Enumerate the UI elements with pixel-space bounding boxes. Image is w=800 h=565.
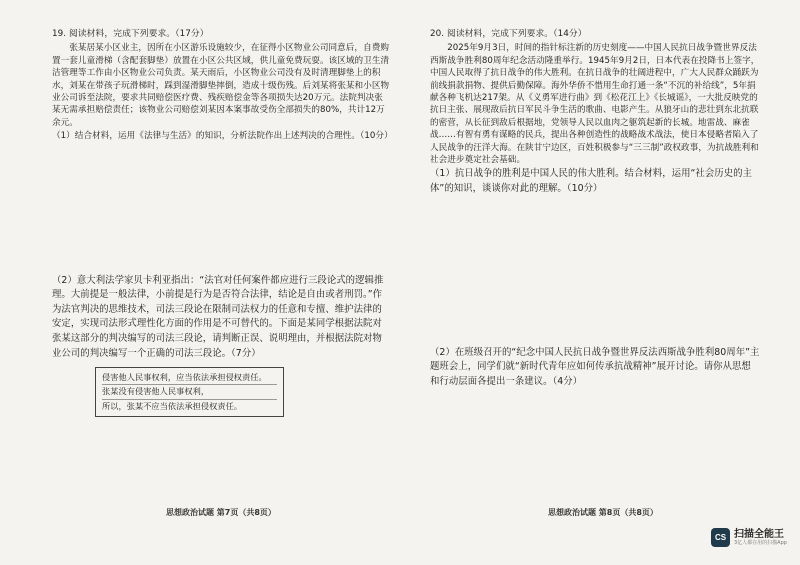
- page-footer-right: 思想政治试题 第8页（共8页）: [548, 508, 658, 517]
- syllogism-box: [95, 367, 284, 417]
- syllogism-major-premise: 侵害他人民事权利，应当依法承担侵权责任。: [102, 371, 277, 385]
- question-19-heading: 19. 阅读材料，完成下列要求。（17分）: [52, 29, 209, 39]
- answer-space: [430, 197, 760, 345]
- scanner-watermark: [711, 528, 787, 547]
- watermark-subtitle: 3亿人都在用的扫描App: [734, 539, 787, 546]
- watermark-name: 扫描全能王: [734, 528, 784, 540]
- syllogism-conclusion: 所以，张某不应当依法承担侵权责任。: [102, 400, 243, 411]
- question-19-part-1: （1）结合材料，运用《法律与生活》的知识，分析法院作出上述判决的合理性。（10分）: [52, 131, 393, 142]
- question-20-part-1: （1）抗日战争的胜利是中国人民的伟大胜利。结合材料，运用“社会历史的主体”的知识，谈谈你对此的理解。（10分）: [430, 168, 752, 195]
- question-20-material: 2025年9月3日，时间的指针标注新的历史刻度——中国人民抗日战争暨世界反法西斯战争胜利80周年纪念活动隆重举行。1945年9月2日，日本代表在投降书上签字，中国人民取得了抗日战争的伟大胜利。在抗日战争的壮阔进程中，广大人民群众踊跃为前线捐款捐物、提供后勤保障。海外华侨不惜用生命打通一条“不沉的补给线”，5年捐献各种飞机达217架。从《义勇军进行曲》到《松花江上》《长城谣》，一大批反映党的抗日主张、展现敌后抗日军民斗争生活的歌曲、电影产生。从狼牙山的悲壮到东北抗联的密营，从长征到敌后根据地，党领导人民以血肉之躯筑起新的长城。地雷战、麻雀战……有智有勇有谋略的民兵，提出各种创造性的战略战术战法，使日本侵略者陷入了人民战争的汪洋大海。在陕甘宁边区，百姓积极参与“三三制”政权政事，为抗战胜利和社会进步奠定社会基础。: [430, 43, 760, 166]
- watermark-text: [734, 529, 787, 547]
- question-19-material: 张某居某小区业主，因所在小区游乐设施较少，在征得小区物业公司同意后，自费购置一套儿童滑梯（含配套脚垫）放置在小区公共区域，供儿童免费玩耍。该区域的卫生清洁管理等工作由小区物业公司负责。某天雨后，小区物业公司没有及时清理脚垫上的积水，刘某在带孩子玩滑梯时，踩到湿滑脚垫摔倒，造成十级伤残。后刘某将张某和小区物业公司诉至法院，要求共同赔偿医疗费、残疾赔偿金等各项损失达20万元。法院判决张某无需承担赔偿责任；该物业公司赔偿刘某因本案事故受伤全部损失的80%，共计12万余元。: [52, 43, 390, 128]
- question-20-part-2: （2）在班级召开的“纪念中国人民抗日战争暨世界反法西斯战争胜利80周年”主题班会上，同学们就“新时代青年应如何传承抗战精神”展开讨论。请你从思想和行动层面各提出一条建议。（4分）: [430, 346, 760, 387]
- right-page: [430, 28, 760, 525]
- camscanner-logo-icon: CS: [711, 528, 730, 547]
- answer-space: [52, 143, 390, 273]
- syllogism-minor-premise: 张某没有侵害他人民事权利，: [102, 385, 277, 399]
- left-page: [52, 28, 393, 525]
- question-19-part-2: （2）意大利法学家贝卡利亚指出：“法官对任何案件都应进行三段论式的逻辑推理。大前提是一般法律，小前提是行为是否符合法律，结论是自由或者刑罚。”作为法官判决的思维技术，司法三段论在限制司法权力的任意和专擅、维护法律的安定，实现司法形式理性化方面的作用是不可替代的。下面是某同学根据法院对张某这部分的判决编写的司法三段论，请判断正误、说明理由，并根据法院对物业公司的判决编写一个正确的司法三段论。（7分）: [52, 274, 384, 359]
- page-footer-left: 思想政治试题 第7页（共8页）: [166, 508, 276, 517]
- question-20-heading: 20. 阅读材料，完成下列要求。（14分）: [430, 29, 587, 39]
